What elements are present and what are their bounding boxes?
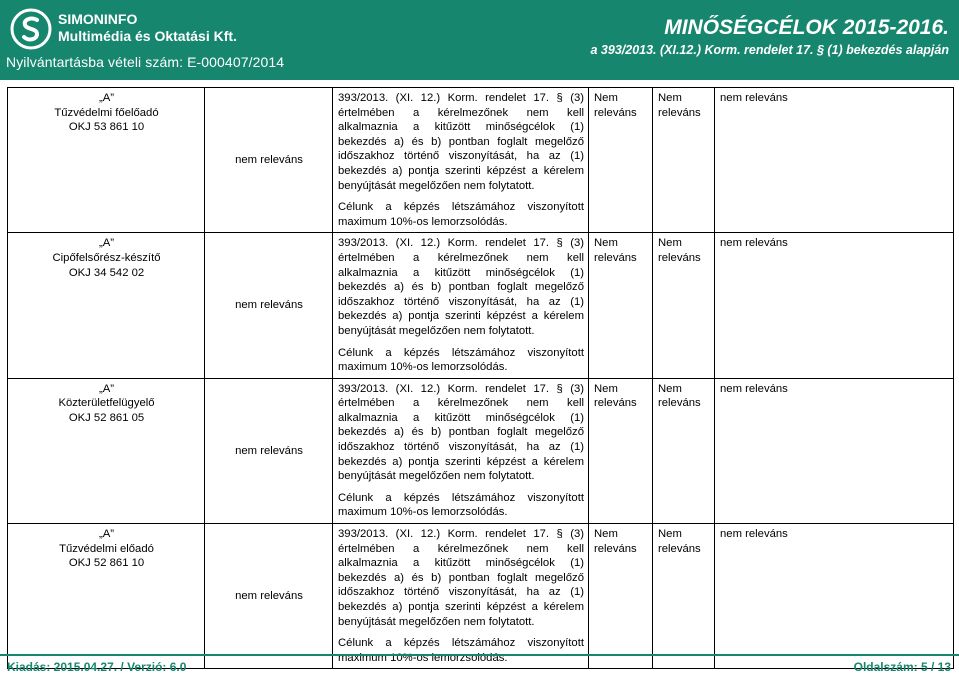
okj-code: OKJ 34 542 02	[68, 266, 145, 279]
category-label: „A”	[98, 528, 115, 541]
regulation-text: 393/2013. (XI. 12.) Korm. rendelet 17. § (3) értelmében a kérelmezőnek nem kell alkalmaznia a kitűzött minőségcélok (1) bekezdés a) és b) pontban foglalt megelőző időszakhoz történő viszonyítását, ha az (1) bekezdés a) pontja szerinti képzést a kérelem benyújtását megelőzően nem folytatott.	[338, 92, 584, 192]
col5-cell: Nem releváns	[653, 88, 715, 233]
col4-cell: Nem releváns	[589, 233, 653, 378]
simoninfo-logo-icon	[10, 8, 52, 50]
qualification-name: Közterületfelügyelő	[58, 397, 155, 410]
col4-cell: Nem releváns	[589, 88, 653, 233]
goal-description-cell	[333, 233, 589, 378]
category-label: „A”	[98, 382, 115, 395]
col2-cell: nem releváns	[205, 88, 333, 233]
goal-text: Célunk a képzés létszámához viszonyított maximum 10%-os lemorzsolódás.	[338, 346, 584, 374]
regulation-text: 393/2013. (XI. 12.) Korm. rendelet 17. § (3) értelmében a kérelmezőnek nem kell alkalmaznia a kitűzött minőségcélok (1) bekezdés a) és b) pontban foglalt megelőző időszakhoz történő viszonyítását, ha az (1) bekezdés a) pontja szerinti képzést a kérelem benyújtását megelőzően nem folytatott.	[338, 382, 584, 483]
goal-description-cell	[333, 378, 589, 523]
col2-cell: nem releváns	[205, 378, 333, 523]
table-row	[8, 524, 954, 669]
category-label: „A”	[98, 237, 115, 250]
goal-description-cell	[333, 88, 589, 233]
org-name: SIMONINFO	[58, 11, 138, 27]
table-row	[8, 88, 954, 233]
qualification-name: Tűzvédelmi főelőadó	[54, 106, 159, 119]
col6-cell: nem releváns	[715, 378, 954, 523]
document-subtitle: a 393/2013. (XI.12.) Korm. rendelet 17. § (1) bekezdés alapján	[590, 43, 949, 57]
regulation-text: 393/2013. (XI. 12.) Korm. rendelet 17. § (3) értelmében a kérelmezőnek nem kell alkalmaznia a kitűzött minőségcélok (1) bekezdés a) és b) pontban foglalt megelőző időszakhoz történő viszonyítását, ha az (1) bekezdés a) pontja szerinti képzést a kérelem benyújtását megelőzően nem folytatott.	[338, 237, 584, 337]
goal-description-cell	[333, 524, 589, 669]
registration-number: Nyilvántartásba vételi szám: E-000407/2014	[6, 54, 285, 70]
col5-cell: Nem releváns	[653, 378, 715, 523]
col2-cell: nem releváns	[205, 524, 333, 669]
col2-cell: nem releváns	[205, 233, 333, 378]
col6-cell: nem releváns	[715, 524, 954, 669]
qualification-name: Tűzvédelmi előadó	[59, 542, 154, 555]
qualification-cell	[8, 378, 205, 523]
okj-code: OKJ 52 861 10	[68, 557, 145, 570]
regulation-text: 393/2013. (XI. 12.) Korm. rendelet 17. § (3) értelmében a kérelmezőnek nem kell alkalmaznia a kitűzött minőségcélok (1) bekezdés a) és b) pontban foglalt megelőző időszakhoz történő viszonyítását, ha az (1) bekezdés a) pontja szerinti képzést a kérelem benyújtását megelőzően nem folytatott.	[338, 528, 584, 628]
goal-text: Célunk a képzés létszámához viszonyított maximum 10%-os lemorzsolódás.	[338, 491, 584, 519]
page-footer	[0, 654, 959, 681]
page-number: Oldalszám: 5 / 13	[853, 660, 951, 674]
qualification-cell	[8, 524, 205, 669]
col6-cell: nem releváns	[715, 233, 954, 378]
col4-cell: Nem releváns	[589, 378, 653, 523]
okj-code: OKJ 52 861 05	[68, 411, 145, 424]
table-row	[8, 378, 954, 523]
qualification-name: Cipőfelsőrész-készítő	[52, 251, 161, 264]
qualification-cell	[8, 233, 205, 378]
col4-cell: Nem releváns	[589, 524, 653, 669]
document-title: MINŐSÉGCÉLOK 2015-2016.	[664, 16, 949, 39]
goal-text: Célunk a képzés létszámához viszonyított maximum 10%-os lemorzsolódás.	[338, 201, 584, 228]
table-row	[8, 233, 954, 378]
quality-goals-table	[7, 87, 954, 669]
qualification-cell	[8, 88, 205, 233]
okj-code: OKJ 53 861 10	[68, 121, 145, 134]
page-header	[0, 0, 959, 80]
col5-cell: Nem releváns	[653, 233, 715, 378]
category-label: „A”	[98, 92, 115, 104]
edition-version: Kiadás: 2015.04.27. / Verzió: 6.0	[7, 660, 187, 674]
col5-cell: Nem releváns	[653, 524, 715, 669]
org-subtitle: Multimédia és Oktatási Kft.	[58, 28, 237, 44]
goal-text: Célunk a képzés létszámához viszonyított maximum 10%-os lemorzsolódás.	[338, 637, 584, 664]
col6-cell: nem releváns	[715, 88, 954, 233]
